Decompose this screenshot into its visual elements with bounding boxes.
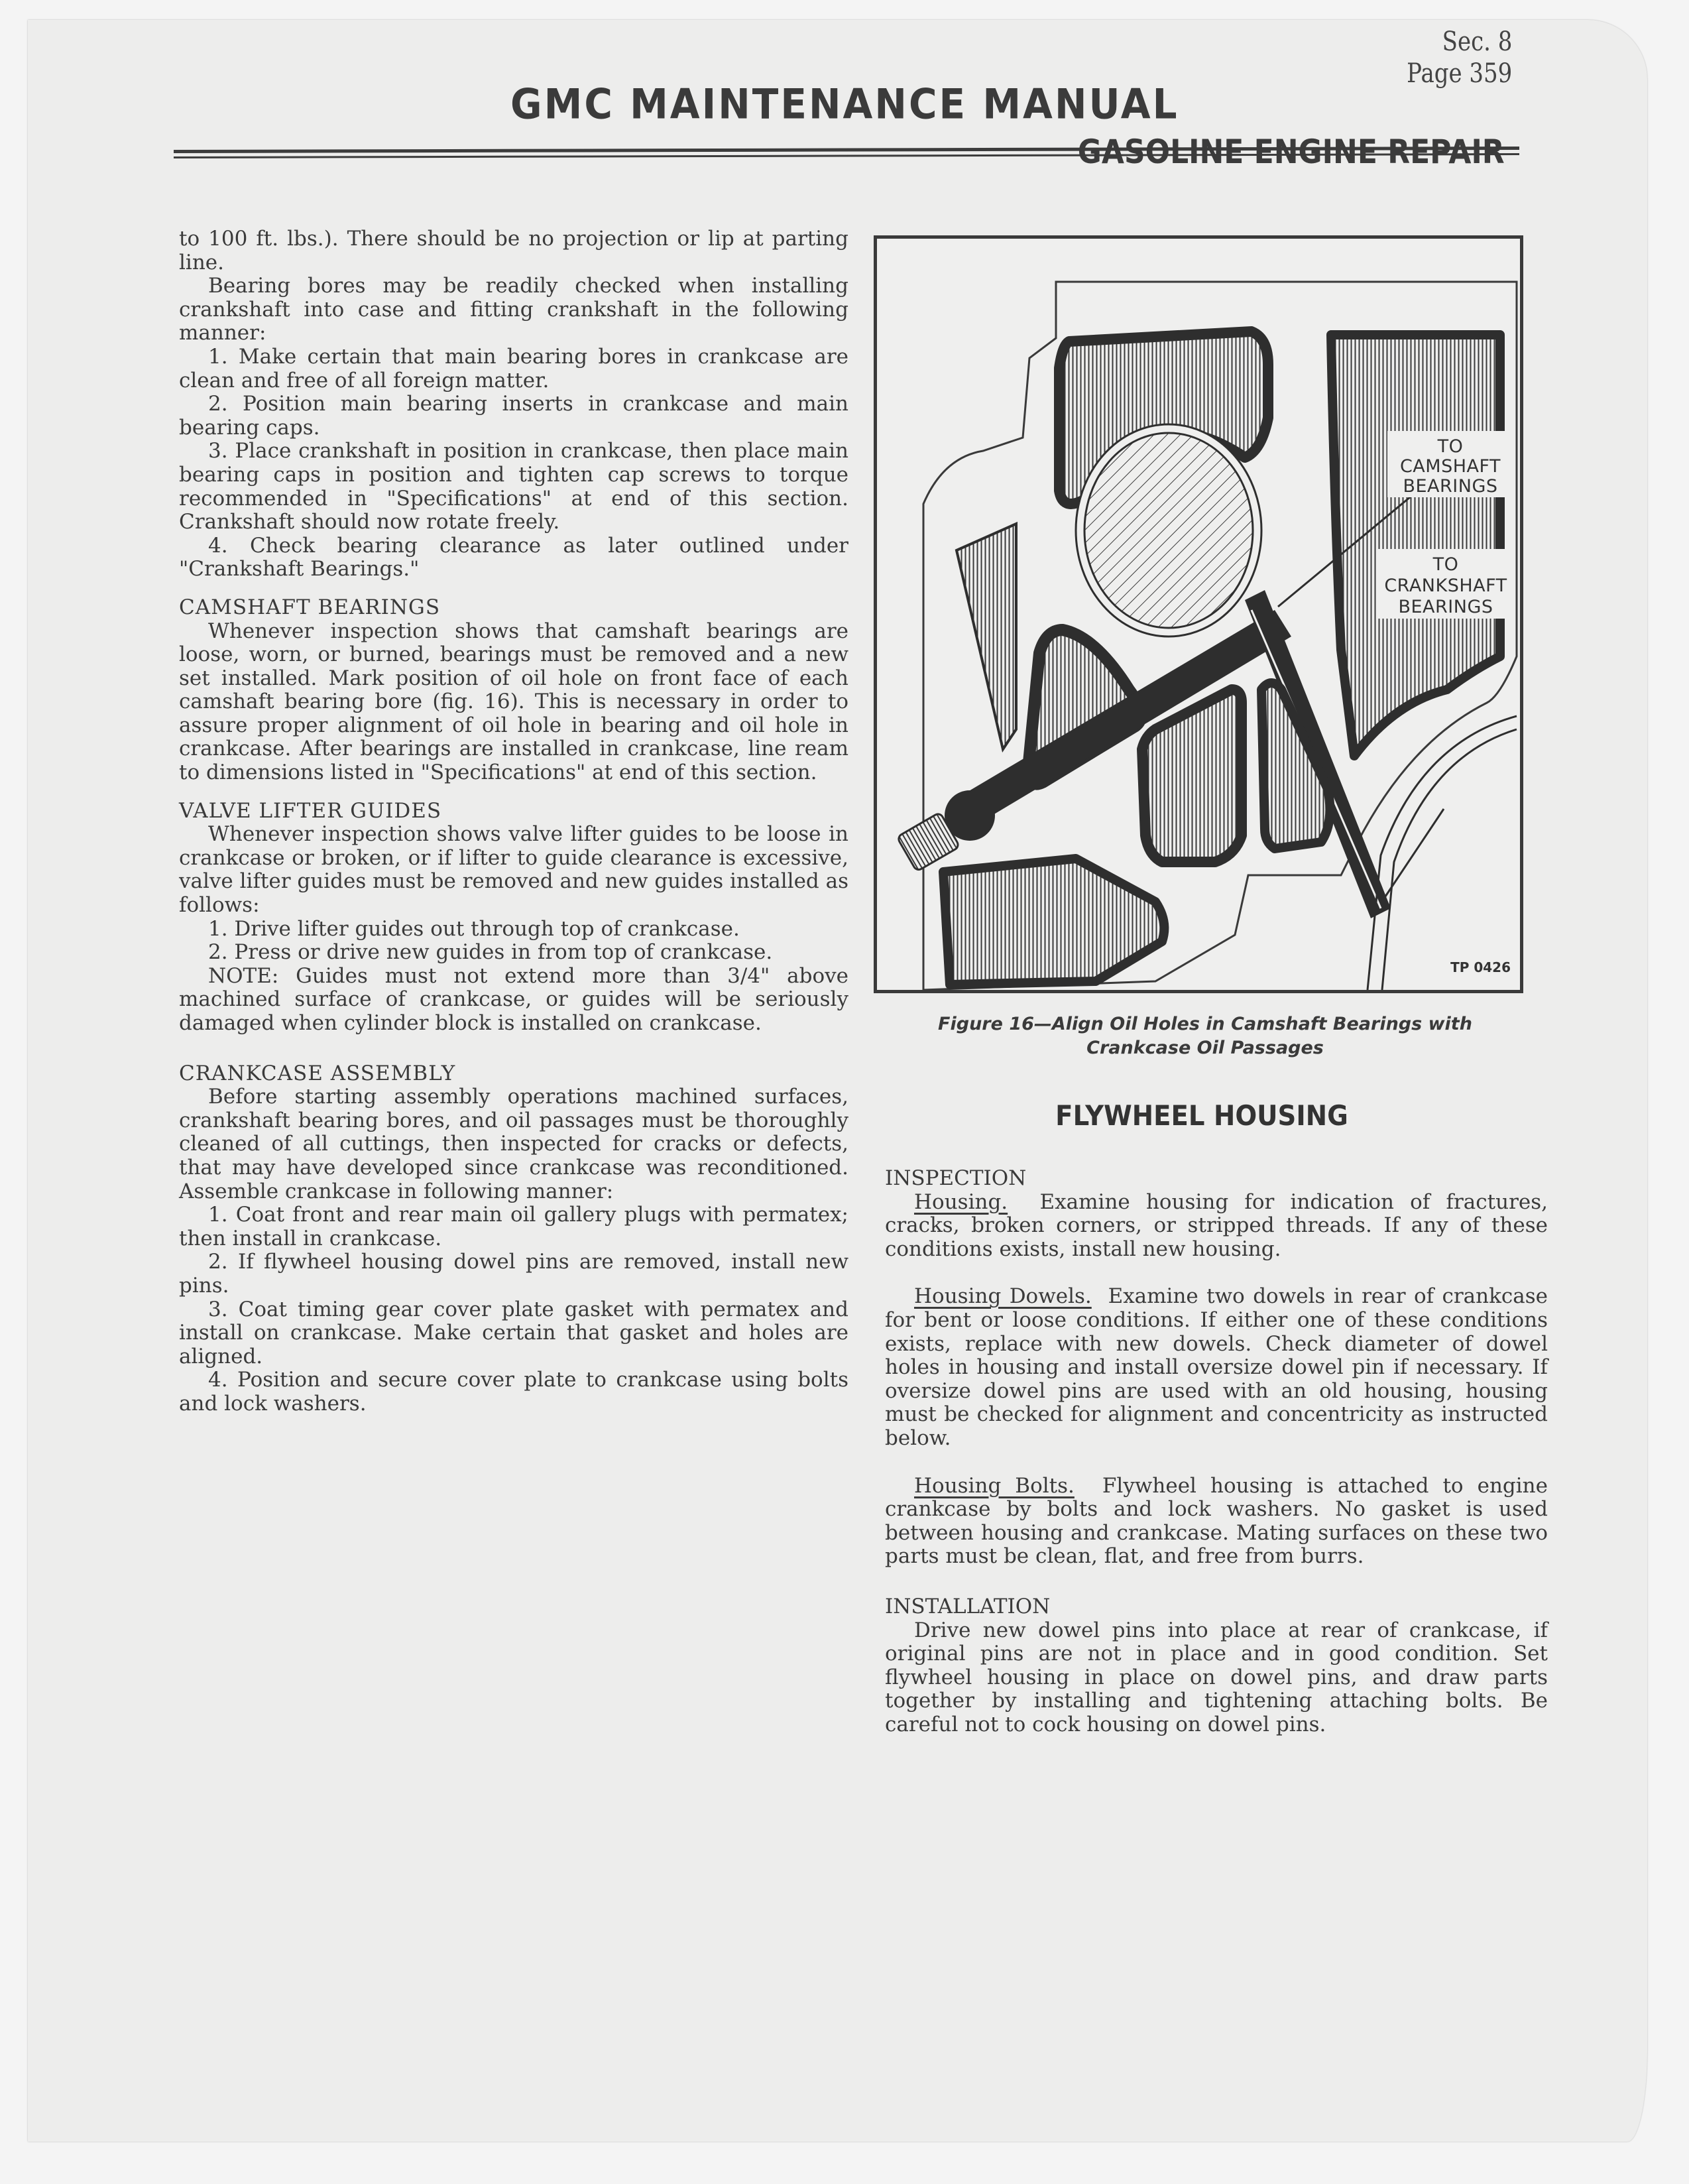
left-column xyxy=(179,227,848,1416)
figure-label-camshaft-2: CAMSHAFT xyxy=(1399,456,1501,477)
heading-camshaft-bearings: CAMSHAFT BEARINGS xyxy=(179,595,441,619)
right-column xyxy=(885,1167,1548,1736)
list-item: 2. Press or drive new guides in from top of crankcase. xyxy=(208,940,773,965)
paragraph-housing-bolts xyxy=(885,1475,1548,1569)
subheading-housing-bolts: Housing Bolts. xyxy=(914,1473,1075,1498)
page-number: Page 359 xyxy=(1406,58,1512,89)
paragraph: to 100 ft. lbs.). There should be no projection or lip at parting line. xyxy=(179,227,848,274)
paragraph-text: Examine housing for indication of fractures, cracks, broken corners, or stripped threads. If any of these conditions exists, install new housing. xyxy=(885,1189,1548,1261)
list-item: 3. Place crankshaft in position in crankcase, then place main bearing caps in position and tighten cap screws to torque recommended in "Specifications" at end of this section. Crankshaft should now rotate freely. xyxy=(179,439,848,534)
paragraph-housing xyxy=(885,1191,1548,1262)
list-item: 3. Coat timing gear cover plate gasket with permatex and install on crankcase. Make certain that gasket and holes are aligned. xyxy=(179,1297,848,1368)
list-item: 1. Drive lifter guides out through top of crankcase. xyxy=(208,916,740,941)
subheading-housing: Housing. xyxy=(914,1189,1008,1214)
figure-label-crankshaft-3: BEARINGS xyxy=(1398,597,1493,617)
note: NOTE: Guides must not extend more than 3/4" above machined surface of crankcase, or guides will be seriously damaged when cylinder block is installed on crankcase. xyxy=(179,963,848,1035)
paragraph: Bearing bores may be readily checked when installing crankshaft into case and fitting crankshaft in the following manner: xyxy=(179,274,848,345)
manual-title: GMC MAINTENANCE MANUAL xyxy=(510,80,1179,129)
paragraph-text: Examine two dowels in rear of crankcase for bent or loose conditions. If either one of these conditions exists, replace with new dowels. Check diameter of dowel holes in housing and install oversize dowel pin if necessary. If oversize dowel pins are used with an old housing, housing must be checked for alignment and concentricity as instructed below. xyxy=(885,1284,1548,1450)
list-item: 1. Coat front and rear main oil gallery plugs with permatex; then install in crankcase. xyxy=(179,1203,848,1250)
caption-line-1: Figure 16—Align Oil Holes in Camshaft Bearings with xyxy=(938,1014,1472,1034)
list-item: 4. Position and secure cover plate to crankcase using bolts and lock washers. xyxy=(179,1368,848,1416)
heading-crankcase-assembly: CRANKCASE ASSEMBLY xyxy=(179,1061,456,1085)
section-title-flywheel-housing: FLYWHEEL HOUSING xyxy=(1055,1099,1348,1132)
figure-label-crankshaft-2: CRANKSHAFT xyxy=(1384,576,1507,596)
crankcase-oil-passage-diagram xyxy=(877,239,1520,990)
list-item: 1. Make certain that main bearing bores in crankcase are clean and free of all foreign matter. xyxy=(179,344,848,393)
paragraph-text: Flywheel housing is attached to engine crankcase by bolts and lock washers. No gasket is used between housing and crankcase. Mating surfaces on these two parts must be clean, flat, and free from burrs. xyxy=(885,1473,1548,1569)
caption-line-2: Crankcase Oil Passages xyxy=(1086,1038,1324,1058)
paragraph-installation: Drive new dowel pins into place at rear of crankcase, if original pins are not in place and in good condition. Set flywheel housing in place on dowel pins, and draw parts together by installing and tightening attaching bolts. Be careful not to cock housing on dowel pins. xyxy=(885,1618,1548,1736)
figure-id: TP 0426 xyxy=(1450,959,1511,975)
subheading-housing-dowels: Housing Dowels. xyxy=(914,1284,1092,1309)
paragraph-housing-dowels xyxy=(885,1285,1548,1450)
paragraph: Before starting assembly operations machined surfaces, crankshaft bearing bores, and oil passages must be thoroughly cleaned of all cuttings, then inspected for cracks or defects, that may have developed since crankcase was reconditioned. Assemble crankcase in following manner: xyxy=(179,1085,848,1203)
section-number: Sec. 8 xyxy=(1442,27,1512,57)
figure-label-camshaft-3: BEARINGS xyxy=(1403,476,1498,497)
figure-caption xyxy=(874,1012,1537,1060)
paragraph: Whenever inspection shows valve lifter guides to be loose in crankcase or broken, or if lifter to guide clearance is excessive, valve lifter guides must be removed and new guides installed as follows: xyxy=(179,822,848,918)
heading-inspection: INSPECTION xyxy=(885,1166,1027,1190)
figure-16 xyxy=(874,235,1523,993)
figure-label-camshaft-1: TO xyxy=(1437,436,1464,457)
list-item: 4. Check bearing clearance as later outlined under "Crankshaft Bearings." xyxy=(179,533,848,581)
figure-label-crankshaft-1: TO xyxy=(1432,554,1459,575)
heading-valve-lifter-guides: VALVE LIFTER GUIDES xyxy=(179,798,442,823)
paragraph: Whenever inspection shows that camshaft bearings are loose, worn, or burned, bearings must be removed and a new set installed. Mark position of oil hole on front face of each camshaft bearing bore (fig. 16). This is necessary in order to assure proper alignment of oil hole in bearing and oil hole in crankcase. After bearings are installed in crankcase, line ream to dimensions listed in "Specifications" at end of this section. xyxy=(179,619,848,785)
heading-installation: INSTALLATION xyxy=(885,1594,1051,1618)
list-item: 2. Position main bearing inserts in crankcase and main bearing caps. xyxy=(179,392,848,440)
chapter-title: GASOLINE ENGINE REPAIR xyxy=(1078,133,1505,171)
list-item: 2. If flywheel housing dowel pins are removed, install new pins. xyxy=(179,1250,848,1298)
